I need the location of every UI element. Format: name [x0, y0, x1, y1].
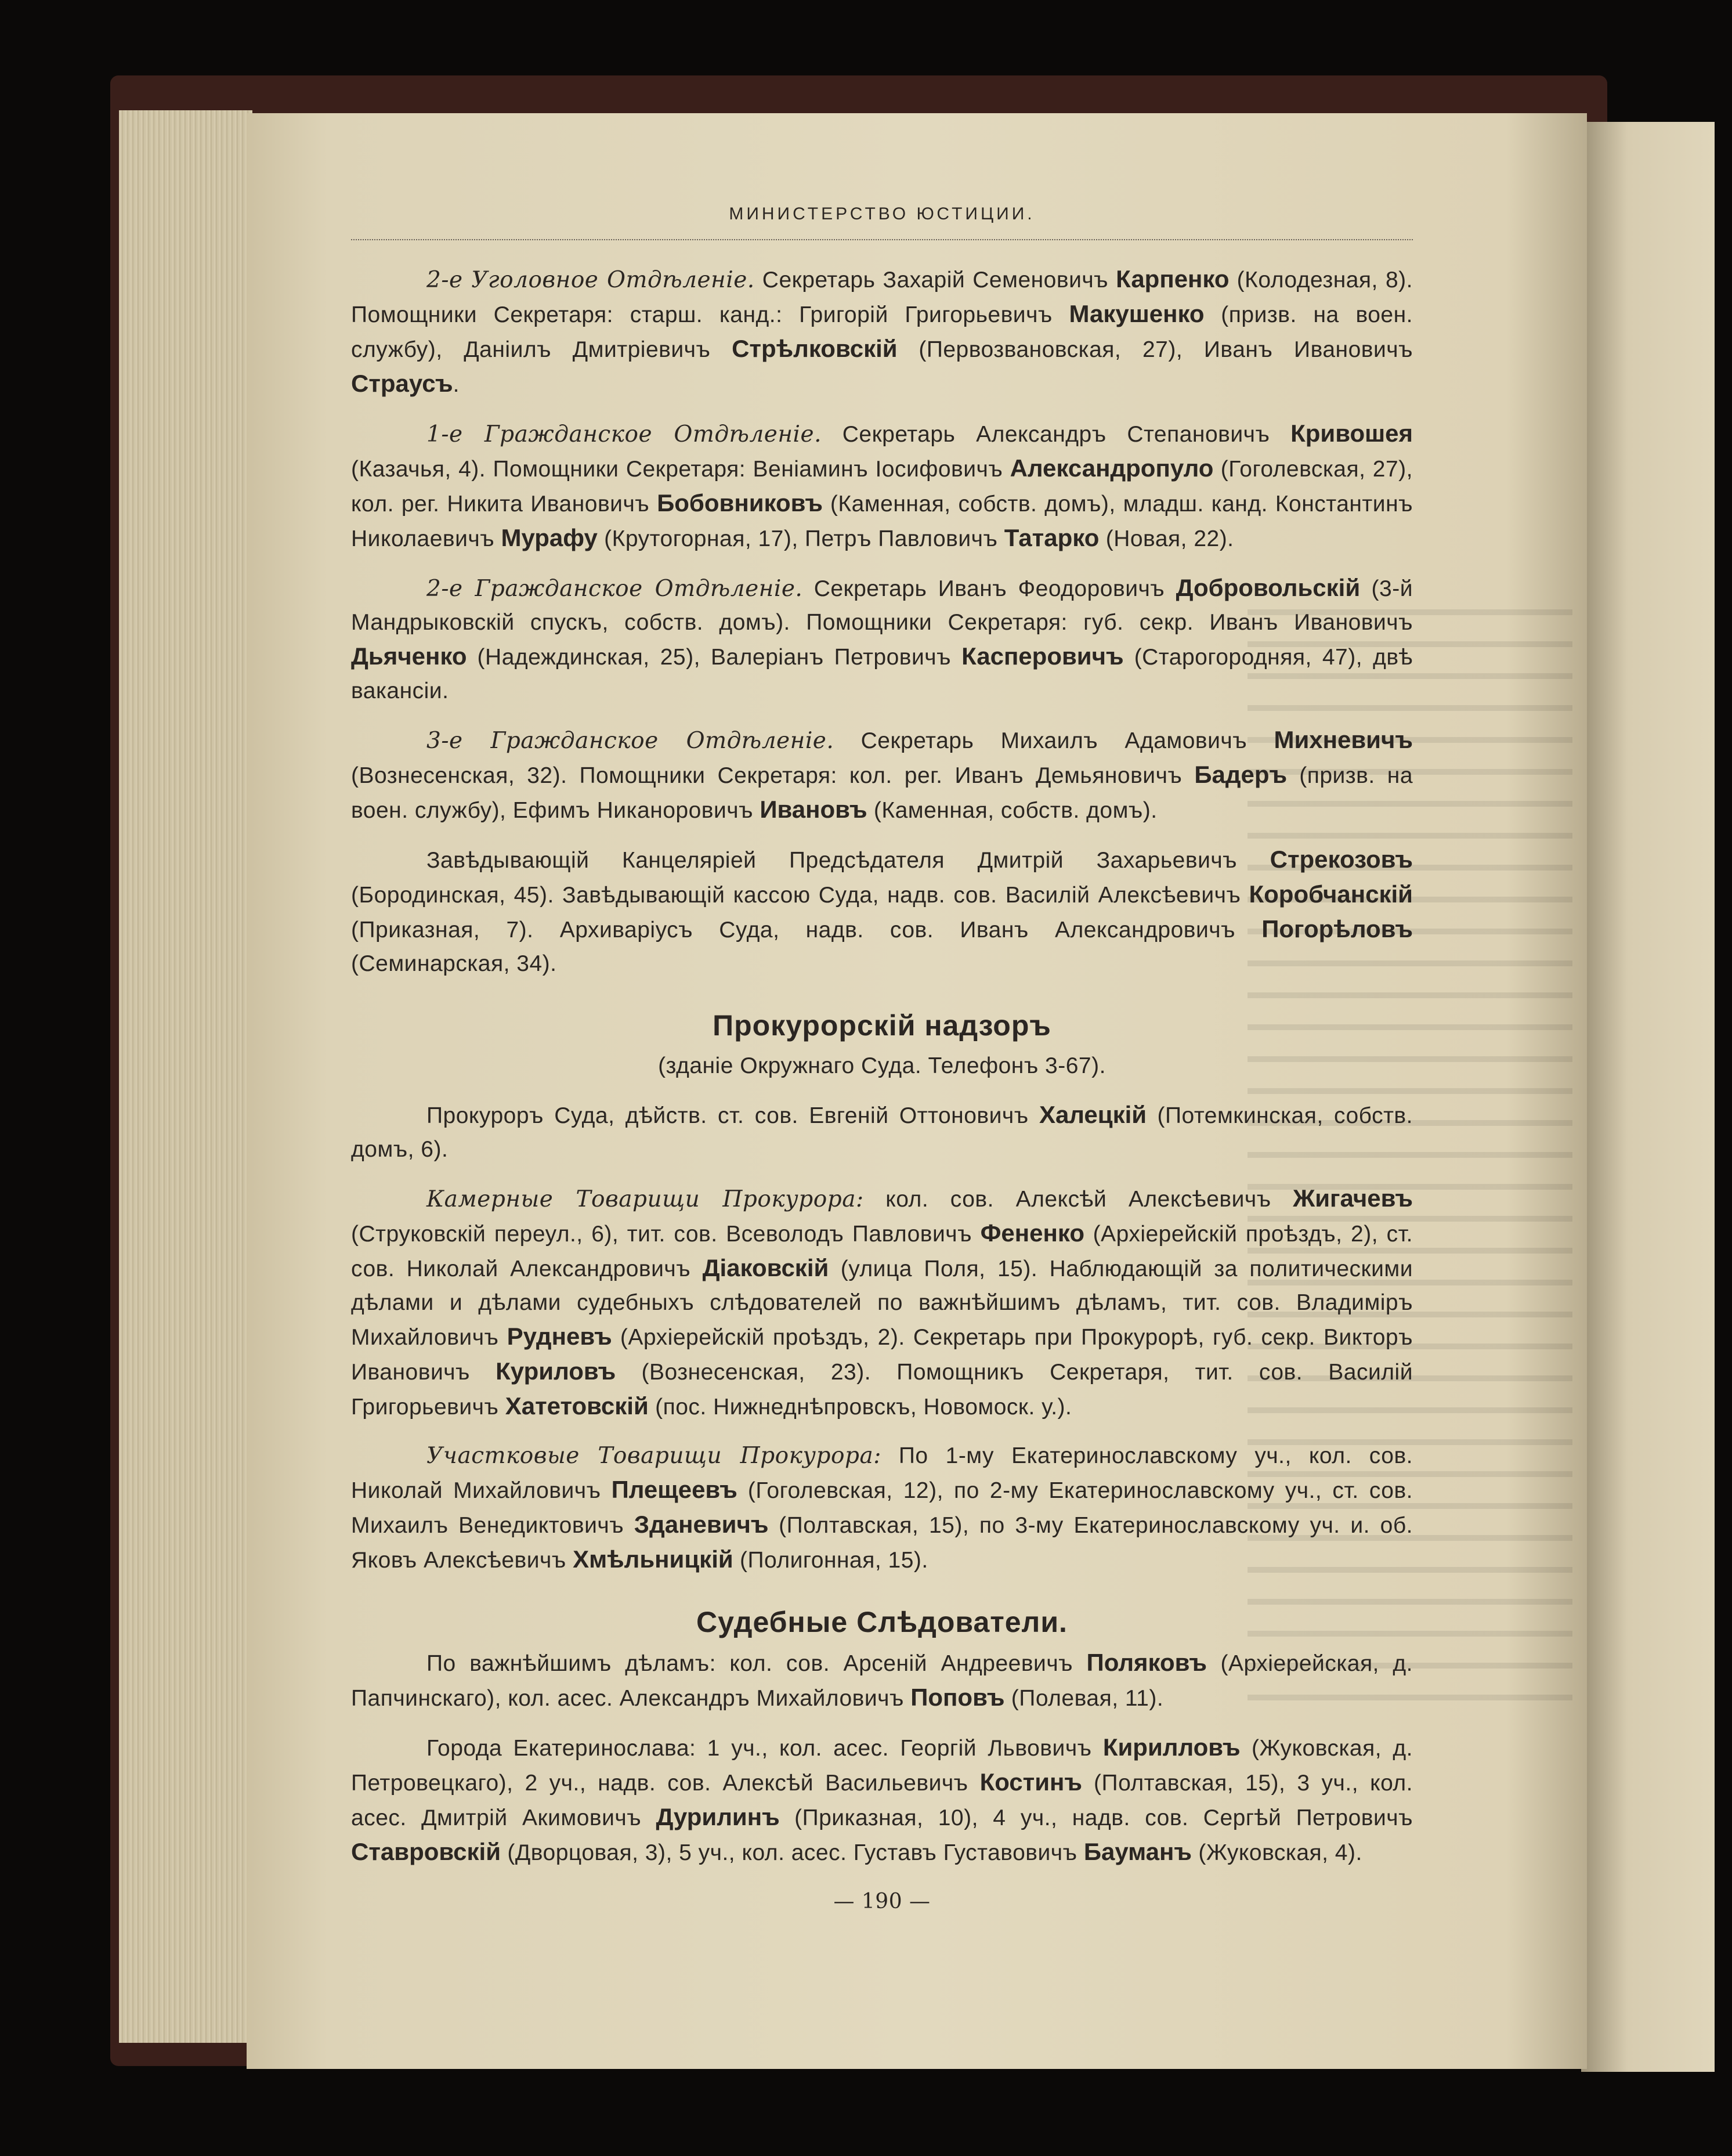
text: (Приказная, 10), 4 уч., надв. сов. Сергѣй Петровичъ	[779, 1805, 1413, 1830]
text: Секретарь Захарій Семеновичъ	[754, 268, 1116, 292]
text: (Дворцовая, 3), 5 уч., кол. асес. Густавъ Густавовичъ	[501, 1840, 1084, 1865]
text: (Каменная, собств. домъ), младш. канд. Константинъ Николаевичъ	[351, 492, 1413, 551]
text: (Казачья, 4). Помощники Секретаря: Веніаминъ Іосифовичъ	[351, 457, 1010, 482]
section-title: 2-е Уголовное Отдѣленіе.	[426, 267, 755, 293]
surname: Стрѣлковскій	[732, 335, 898, 362]
facing-page	[1581, 122, 1715, 2072]
surname: Зданевичъ	[634, 1511, 769, 1538]
surname: Хатетовскій	[505, 1392, 649, 1420]
text: (Гоголевская, 12), по 2-му Екатеринославскому уч., ст. сов. Михаилъ Венедиктовичъ	[351, 1478, 1413, 1538]
surname: Кирилловъ	[1102, 1734, 1241, 1761]
text: (Старогородняя, 47), двѣ вакансіи.	[351, 645, 1413, 703]
surname: Дьяченко	[351, 642, 467, 670]
surname: Касперовичъ	[961, 642, 1124, 670]
surname: Карпенко	[1116, 265, 1230, 292]
paragraph-civil-2	[351, 571, 1413, 708]
text: (пос. Нижнеднѣпровскъ, Новомоск. у.).	[648, 1395, 1072, 1420]
text: Секретарь Иванъ Феодоровичъ	[802, 576, 1176, 601]
text: (Архіерейскій проѣздъ, 2). Секретарь при Прокурорѣ, губ. секр. Викторъ Ивановичъ	[351, 1325, 1413, 1385]
text: (призв. на воен. службу), Ефимъ Никаноровичъ	[351, 763, 1413, 823]
text: (Струковскій переул., 6), тит. сов. Всеволодъ Павловичъ	[351, 1222, 981, 1247]
text: (Полевая, 11).	[1004, 1686, 1164, 1711]
surname: Ивановъ	[760, 796, 867, 823]
surname: Михневичъ	[1274, 726, 1413, 753]
text: (Полтавская, 15), 3 уч., кол. асес. Дмитрій Акимовичъ	[351, 1771, 1413, 1830]
surname: Бауманъ	[1083, 1838, 1192, 1865]
text: (Бородинская, 45). Завѣдывающій кассою Суда, надв. сов. Василій Алексѣевичъ	[351, 883, 1249, 908]
surname: Діаковскій	[702, 1254, 829, 1281]
paragraph-civil-1	[351, 417, 1413, 556]
paragraph-city-districts	[351, 1731, 1413, 1870]
text: кол. сов. Алексѣй Алексѣевичъ	[863, 1187, 1293, 1212]
surname: Поповъ	[910, 1684, 1005, 1711]
surname: Александропуло	[1010, 454, 1214, 482]
text: (3-й Мандрыковскій спускъ, собств. домъ). Помощники Секретаря: губ. секр. Иванъ Ивановичъ	[351, 576, 1413, 635]
surname: Погорѣловъ	[1261, 915, 1413, 942]
paragraph-important-cases	[351, 1646, 1413, 1716]
surname: Дурилинъ	[656, 1803, 780, 1830]
surname: Мурафу	[501, 524, 598, 551]
text: Секретарь Михаилъ Адамовичъ	[834, 728, 1274, 753]
surname: Жигачевъ	[1293, 1184, 1413, 1212]
surname: Бобовниковъ	[657, 489, 823, 517]
text: Секретарь Александръ Степановичъ	[822, 422, 1291, 447]
paragraph-civil-3	[351, 723, 1413, 828]
surname: Рудневъ	[507, 1323, 612, 1350]
text: По важнѣйшимъ дѣламъ: кол. сов. Арсеній Андреевичъ	[426, 1651, 1087, 1676]
section-title: Участковые Товарищи Прокурора:	[426, 1443, 881, 1469]
text: (Полигонная, 15).	[733, 1548, 928, 1573]
surname: Кривошея	[1290, 420, 1413, 447]
section-title: 2-е Гражданское Отдѣленіе.	[426, 576, 803, 602]
section-subheading: (зданіе Окружнаго Суда. Телефонъ 3-67).	[658, 1053, 1106, 1078]
surname: Хмѣльницкій	[573, 1545, 733, 1573]
text: (Архіерейская, д. Папчинскаго), кол. асес. Александръ Михайловичъ	[351, 1651, 1413, 1711]
surname: Поляковъ	[1086, 1649, 1207, 1676]
surname: Бадеръ	[1194, 761, 1288, 788]
section-heading-prosecution: Прокурорскій надзоръ	[713, 1009, 1051, 1042]
page-edges	[119, 110, 252, 2043]
text: (Жуковская, 4).	[1192, 1840, 1362, 1865]
page-content	[351, 197, 1413, 1919]
text: (призв. на воен. службу), Даніилъ Дмитріевичъ	[351, 302, 1413, 362]
surname: Татарко	[1004, 524, 1100, 551]
text: (Надеждинская, 25), Валеріанъ Петровичъ	[467, 645, 962, 670]
text: (Новая, 22).	[1099, 526, 1234, 551]
text: (Крутогорная, 17), Петръ Павловичъ	[597, 526, 1004, 551]
section-heading-investigators: Судебные Слѣдователи.	[696, 1606, 1068, 1638]
surname: Плещеевъ	[611, 1476, 737, 1503]
surname: Фененко	[980, 1219, 1084, 1247]
text: (Колодезная, 8). Помощники Секретаря: старш. канд.: Григорій Григорьевичъ	[351, 268, 1413, 327]
text: .	[453, 372, 460, 397]
surname: Костинъ	[979, 1768, 1083, 1796]
section-title: 1-е Гражданское Отдѣленіе.	[426, 421, 822, 447]
text: (Первозвановская, 27), Иванъ Ивановичъ	[897, 337, 1413, 362]
page-number: — 190 —	[833, 1890, 931, 1913]
text: (Архіерейскій проѣздъ, 2), ст. сов. Николай Александровичъ	[351, 1222, 1413, 1281]
surname: Добровольскій	[1176, 574, 1361, 601]
surname: Ставровскій	[351, 1838, 501, 1865]
text: (Потемкинская, собств. домъ, 6).	[351, 1103, 1413, 1162]
text: (Вознесенская, 32). Помощники Секретаря: кол. рег. Иванъ Демьяновичъ	[351, 763, 1195, 788]
text: Прокуроръ Суда, дѣйств. ст. сов. Евгеній Оттоновичъ	[426, 1103, 1039, 1128]
text: (Приказная, 7). Архиваріусъ Суда, надв. сов. Иванъ Александровичъ	[351, 918, 1262, 942]
text: Завѣдывающій Канцеляріей Предсѣдателя Дмитрій Захарьевичъ	[426, 848, 1270, 873]
paragraph-criminal-2	[351, 262, 1413, 402]
paragraph-district-deputies	[351, 1439, 1413, 1577]
text: (Гоголевская, 27), кол. рег. Никита Ивановичъ	[351, 457, 1413, 517]
surname: Страусъ	[351, 370, 453, 397]
paragraph-prosecutor	[351, 1098, 1413, 1167]
surname: Халецкій	[1039, 1101, 1147, 1128]
text: (Вознесенская, 23). Помощникъ Секретаря, тит. сов. Василій Григорьевичъ	[351, 1360, 1413, 1420]
text: Города Екатеринослава: 1 уч., кол. асес. Георгій Львовичъ	[426, 1736, 1103, 1761]
surname: Макушенко	[1069, 300, 1205, 327]
surname: Коробчанскій	[1249, 880, 1413, 908]
paragraph-chancery	[351, 843, 1413, 981]
text: По 1-му Екатеринославскому уч., кол. сов. Николай Михайловичъ	[351, 1443, 1413, 1503]
section-title: 3-е Гражданское Отдѣленіе.	[426, 728, 834, 754]
surname: Стрекозовъ	[1270, 846, 1413, 873]
surname: Куриловъ	[496, 1357, 616, 1385]
text: (Семинарская, 34).	[351, 951, 557, 976]
section-title: Камерные Товарищи Прокурора:	[426, 1186, 864, 1212]
running-head: МИНИСТЕРСТВО ЮСТИЦИИ.	[351, 197, 1413, 240]
text: (Каменная, собств. домъ).	[867, 798, 1158, 823]
text: (Полтавская, 15), по 3-му Екатеринославскому уч. и. об. Яковъ Алексѣевичъ	[351, 1513, 1413, 1573]
text: (Жуковская, д. Петровецкаго), 2 уч., надв. сов. Алексѣй Васильевичъ	[351, 1736, 1413, 1796]
text: (улица Поля, 15). Наблюдающій за политическими дѣлами и дѣлами судебныхъ слѣдователей по важнѣйшимъ дѣламъ, тит. сов. Владиміръ Михайловичъ	[351, 1256, 1413, 1350]
paragraph-chamber-deputies	[351, 1182, 1413, 1424]
